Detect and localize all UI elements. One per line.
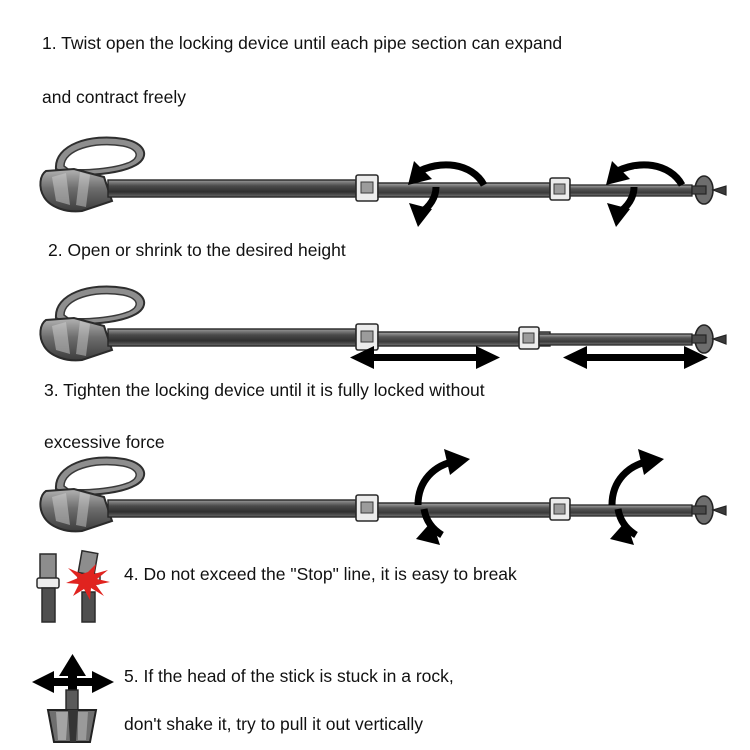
pole-segment-ok xyxy=(37,554,59,622)
pole-shaft xyxy=(66,690,78,710)
pole-grip xyxy=(40,169,112,211)
pole-grip xyxy=(40,318,112,360)
figure-step-2 xyxy=(20,278,730,378)
pole-grip xyxy=(40,489,112,531)
step-1-line-2: and contract freely xyxy=(42,87,186,107)
figure-step-4 xyxy=(18,548,128,628)
pole-basket-tip xyxy=(692,496,726,524)
step-3-line-2: excessive force xyxy=(44,432,165,452)
extend-arrow-2 xyxy=(563,346,708,369)
figure-step-3 xyxy=(20,445,730,555)
pole-basket-tip xyxy=(692,176,726,204)
pole-basket-tip xyxy=(692,325,726,353)
figure-step-5 xyxy=(22,650,127,745)
step-4-line-1: 4. Do not exceed the "Stop" line, it is easy to break xyxy=(124,564,517,584)
rock-crevice xyxy=(48,710,96,742)
step-5-line-1: 5. If the head of the stick is stuck in a rock, xyxy=(124,666,454,686)
figure-step-1 xyxy=(20,125,730,235)
extend-arrow-1 xyxy=(350,346,500,369)
step-1-line-1: 1. Twist open the locking device until each pipe section can expand xyxy=(42,33,563,53)
tighten-arrow-2 xyxy=(610,449,664,545)
step-3-line-1: 3. Tighten the locking device until it is fully locked without xyxy=(44,380,485,400)
step-5-line-2: don't shake it, try to pull it out vertically xyxy=(124,714,424,734)
step-2-line-1: 2. Open or shrink to the desired height xyxy=(48,240,346,260)
tighten-arrow-1 xyxy=(416,449,470,545)
pull-up-arrow xyxy=(59,654,86,694)
